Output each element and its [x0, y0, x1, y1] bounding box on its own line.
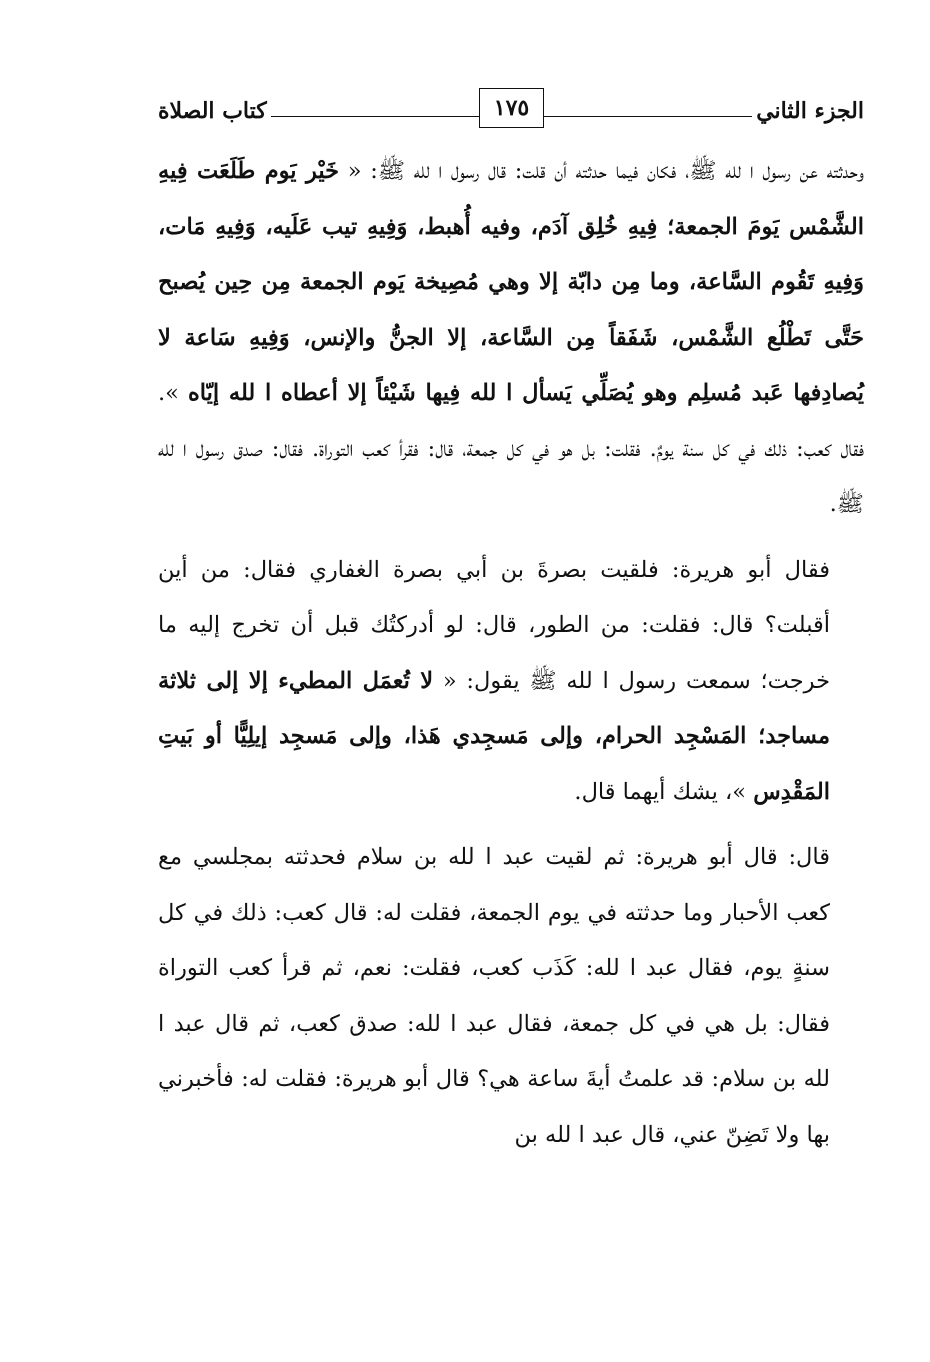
hadith-text: لا تُعمَل المطيء إلا إلى ثلاثة مساجد؛ المَسْجِد الحرام، وإلى مَسجِدي هَذا، وإلى مَسجِد إيلِيًّا أو بَيتِ المَقْدِس: [158, 667, 830, 805]
body-text: [158, 144, 864, 1163]
paragraph-3: [158, 830, 864, 1163]
narration-text: ». فقال كعب: ذلك في كل سنة يومٌ. فقلت: بل هو في كل جمعة، قال: فقرأ كعب التوراة. فقال: صدق رسول ا لله ﷺ.: [158, 380, 864, 517]
narration-text: فقال أبو هريرة: فلقيت بصرةَ بن أبي بصرة الغفاري فقال: من أين أقبلت؟ قال: فقلت: من الطور، قال: لو أدركتُك قبل أن تخرج إليه ما خرجت؛ سمعت رسول ا لله ﷺ يقول: «: [158, 556, 830, 694]
part-title: الجزء الثاني: [756, 98, 864, 124]
paragraph-2: [158, 543, 864, 821]
page-number: ١٧٥: [479, 88, 544, 128]
header-rule-right: [544, 116, 752, 117]
paragraph-1: [158, 144, 864, 533]
narration-text: قال: قال أبو هريرة: ثم لقيت عبد ا لله بن سلام فحدثته بمجلسي مع كعب الأحبار وما حدثته في يوم الجمعة، فقلت له: قال كعب: ذلك في كل سنةٍ يوم، فقال عبد ا لله: كَذَب كعب، فقلت: نعم، ثم قرأ كعب التوراة فقال: بل هي في كل جمعة، فقال عبد ا لله: صدق كعب، ثم قال عبد ا لله بن سلام: قد علمتُ أيةَ ساعة هي؟ قال أبو هريرة: فقلت له: فأخبرني بها ولا تَضِنّ عني، قال عبد ا لله بن: [158, 844, 830, 1148]
hadith-text: خَيْر يَوم طَلَعَت فِيهِ الشَّمْس يَومَ الجمعة؛ فِيهِ خُلِق آدَم، وفيه أُهبط، وَفِيهِ تيب عَلَيه، وَفِيهِ مَات، وَفِيهِ تَقُوم السَّاعة، وما مِن دابّة إلا وهي مُصِيخة يَوم الجمعة مِن حِين يُصبح حَتَّى تَطْلُع الشَّمْس، شَفَقاً مِن السَّاعة، إلا الجنُّ والإنس، وَفِيهِ سَاعة لا يُصادِفها عَبد مُسلِم وهو يُصَلِّي يَسأل ا لله فِيها شَيْئاً إلا أعطاه ا لله إيّاه: [158, 158, 864, 406]
header-rule-left: [271, 116, 479, 117]
narration-text: وحدثته عن رسول ا لله ﷺ، فكان فيما حدثته أن قلت: قال رسول ا لله ﷺ: «: [339, 158, 864, 184]
book-title: كتاب الصلاة: [158, 98, 267, 124]
narration-text: »، يشك أيهما قال.: [574, 778, 754, 805]
running-header: [158, 70, 864, 128]
book-page: [158, 70, 864, 1300]
